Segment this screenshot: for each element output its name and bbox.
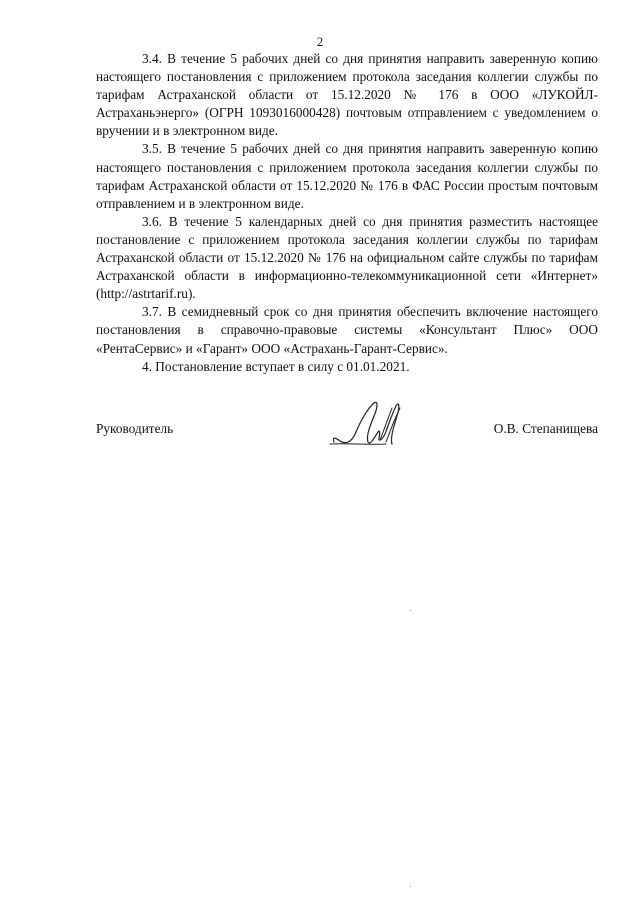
signer-position: Руководитель (96, 421, 174, 436)
paragraph-3-5: 3.5. В течение 5 рабочих дней со дня принятия направить заверенную копию настоящего постановления с приложением протокола заседания коллегии службы по тарифам Астраханской области от 15.12.2020 № 176 в ФАС России простым почтовым отправлением и в электронном виде. (96, 141, 598, 211)
paragraph-3-6: 3.6. В течение 5 календарных дней со дня принятия разместить настоящее постановление с приложением протокола заседания коллегии службы по тарифам Астраханской области от 15.12.2020 № 176 на официальном сайте службы по тарифам Астраханской области в информационно-телекоммуникационной сети «Интернет» (http://astrtarif.ru). (96, 213, 598, 302)
scan-artifact (410, 610, 411, 611)
document-body (96, 50, 598, 376)
signature-block (96, 398, 598, 458)
paragraph-3-4: 3.4. В течение 5 рабочих дней со дня принятия направить заверенную копию настоящего постановления с приложением протокола заседания коллегии службы по тарифам Астраханской области от 15.12.2020 № 176 в ООО «ЛУКОЙЛ-Астраханьэнерго» (ОГРН 1093016000428) почтовым отправлением с уведомлением о вручении и в электронном виде. (96, 51, 598, 139)
signer-name: О.В. Степанищева (493, 421, 598, 436)
page-number: 2 (316, 34, 324, 49)
paragraph-4: 4. Постановление вступает в силу с 01.01.2021. (142, 358, 410, 374)
handwritten-signature (328, 398, 408, 452)
paragraph-3-7: 3.7. В семидневный срок со дня принятия обеспечить включение настоящего постановления в справочно-правовые системы «Консультант Плюс» ООО «РентаСервис» и «Гарант» ООО «Астрахань-Гарант-Сервис». (96, 304, 598, 356)
scan-artifact (410, 886, 411, 887)
